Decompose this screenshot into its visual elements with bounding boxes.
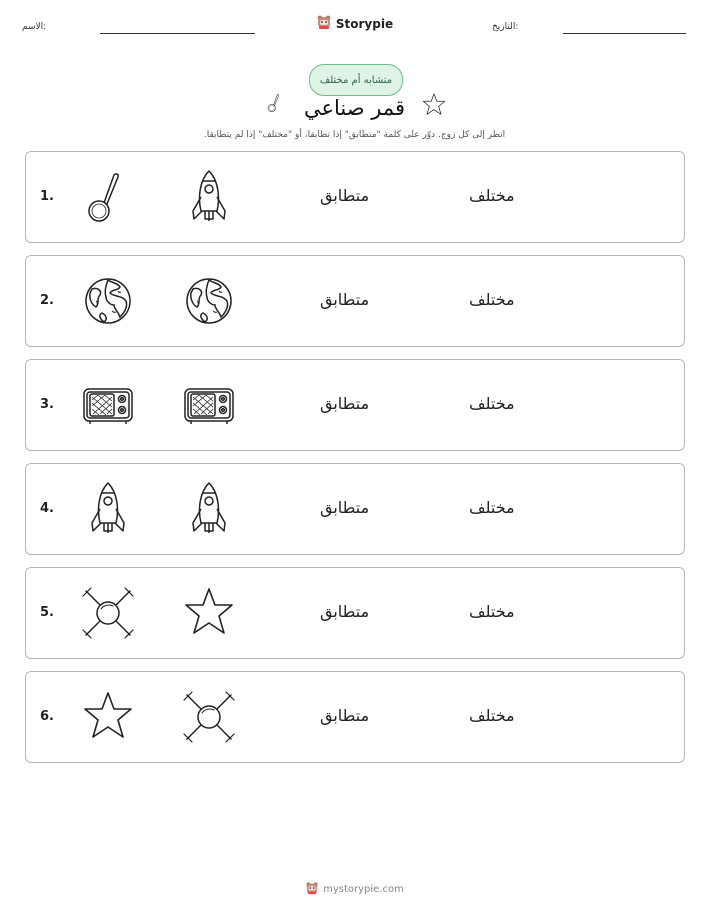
footer-site: mystorypie.com xyxy=(323,884,404,895)
earth-icon xyxy=(179,271,239,331)
question-number: 6. xyxy=(40,709,54,724)
option-same[interactable]: متطابق xyxy=(320,706,370,725)
option-different[interactable]: مختلف xyxy=(469,498,515,517)
question-number: 1. xyxy=(40,189,54,204)
question-number: 2. xyxy=(40,293,54,308)
question-row xyxy=(25,255,685,347)
footer xyxy=(0,881,709,898)
option-different[interactable]: مختلف xyxy=(469,394,515,413)
date-line xyxy=(563,33,686,34)
option-same[interactable]: متطابق xyxy=(320,498,370,517)
question-row xyxy=(25,671,685,763)
option-different[interactable]: مختلف xyxy=(469,706,515,725)
instructions: انظر إلى كل زوج. دوّر على كلمة "متطابق" إذا تطابقا، أو "مختلف" إذا لم يتطابقا. xyxy=(203,130,506,140)
option-different[interactable]: مختلف xyxy=(469,602,515,621)
star-icon xyxy=(78,687,138,747)
brand xyxy=(0,14,709,34)
storypie-logo-icon xyxy=(316,14,332,34)
radio-icon xyxy=(78,375,138,435)
storypie-logo-icon xyxy=(305,881,319,898)
name-label: الاسم: xyxy=(22,22,47,32)
question-number: 3. xyxy=(40,397,54,412)
brand-name: Storypie xyxy=(335,17,394,31)
question-number: 4. xyxy=(40,501,54,516)
question-row xyxy=(25,567,685,659)
question-row xyxy=(25,359,685,451)
star-icon xyxy=(420,91,448,119)
satellite-icon xyxy=(78,583,138,643)
date-label: التاريخ: xyxy=(492,22,519,32)
magnifier-icon xyxy=(78,167,138,227)
rocket-icon xyxy=(78,479,138,539)
satellite-icon xyxy=(179,687,239,747)
option-different[interactable]: مختلف xyxy=(469,186,515,205)
rocket-icon xyxy=(179,479,239,539)
question-number: 5. xyxy=(40,605,54,620)
star-icon xyxy=(179,583,239,643)
magnifier-icon xyxy=(264,92,286,114)
option-different[interactable]: مختلف xyxy=(469,290,515,309)
option-same[interactable]: متطابق xyxy=(320,290,370,309)
option-same[interactable]: متطابق xyxy=(320,394,370,413)
question-row xyxy=(25,463,685,555)
page-title: قمر صناعي xyxy=(304,96,406,120)
earth-icon xyxy=(78,271,138,331)
rocket-icon xyxy=(179,167,239,227)
option-same[interactable]: متطابق xyxy=(320,186,370,205)
radio-icon xyxy=(179,375,239,435)
question-row xyxy=(25,151,685,243)
option-same[interactable]: متطابق xyxy=(320,602,370,621)
worksheet-type-badge: متشابه أم مختلف xyxy=(309,64,403,96)
